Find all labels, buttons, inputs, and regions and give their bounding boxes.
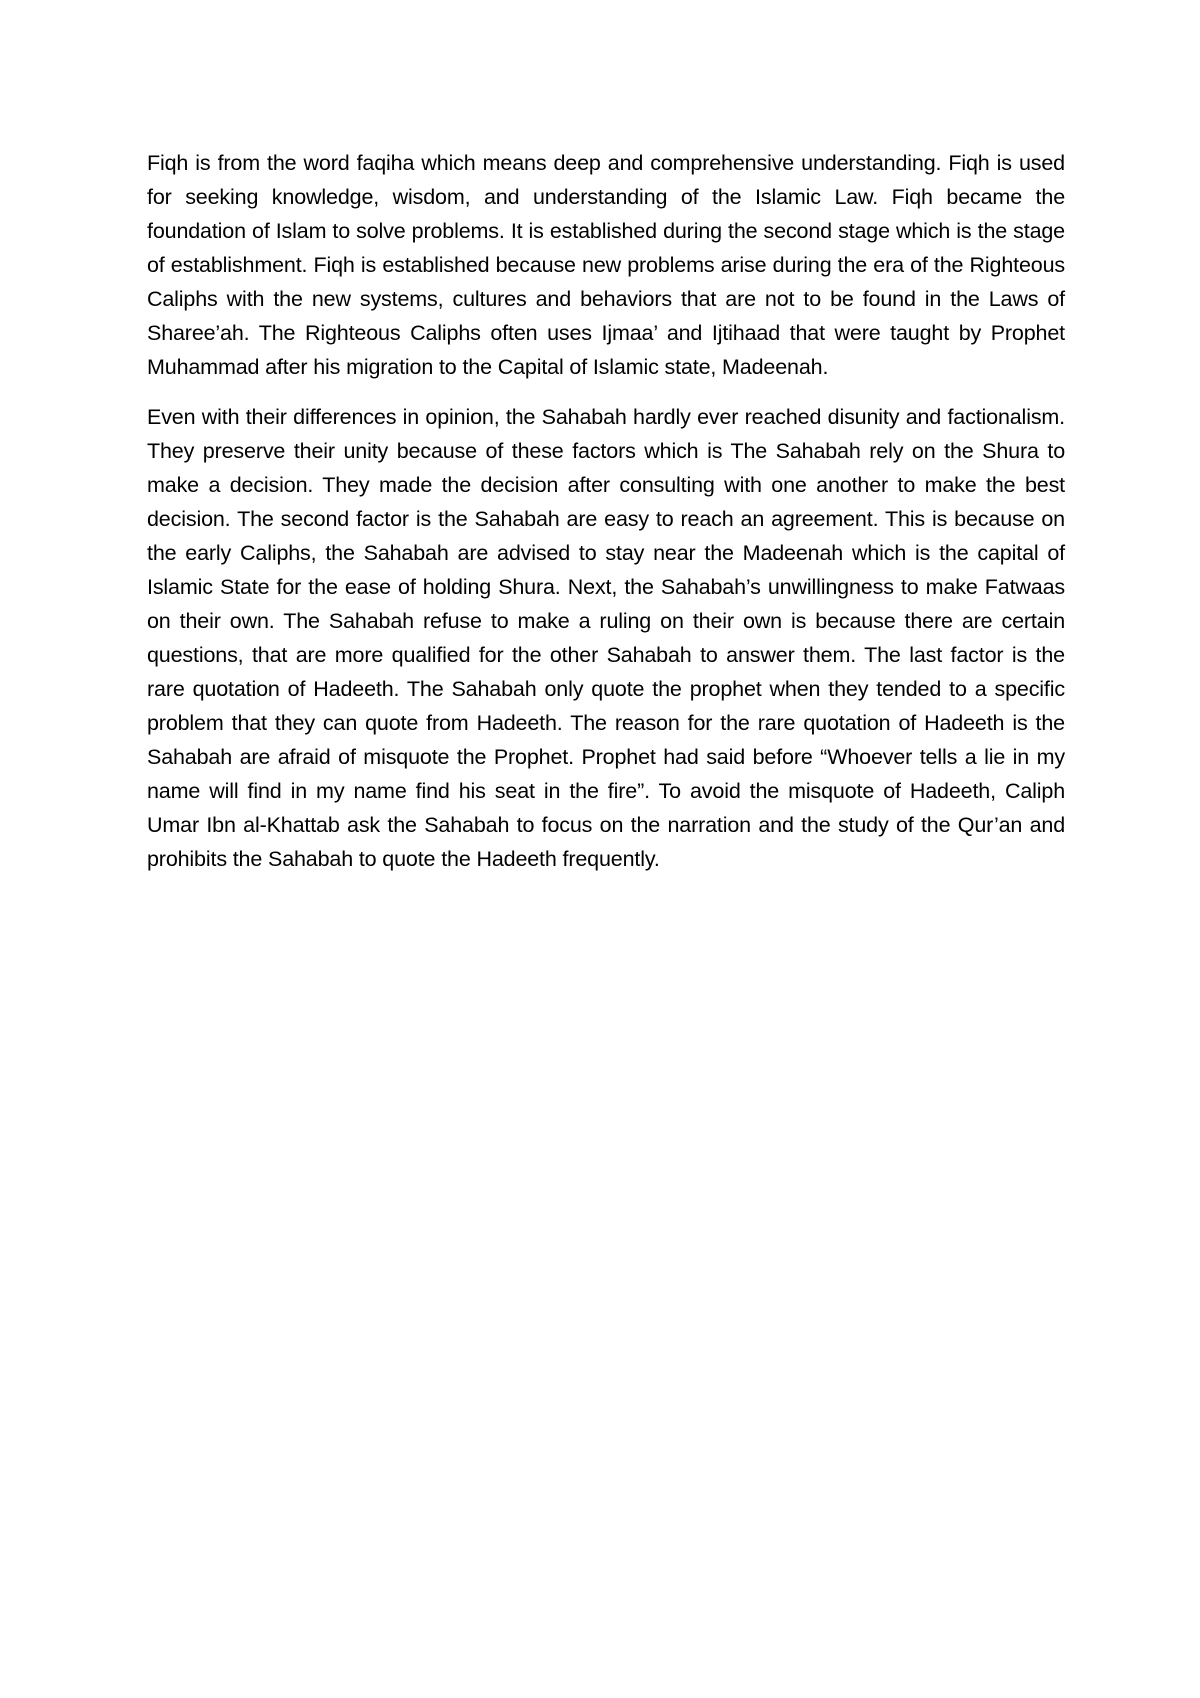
paragraph-sahabah-unity: Even with their differences in opinion, the Sahabah hardly ever reached disunity and factionalism. They preserve their unity because of these factors which is The Sahabah rely on the Shura to make a decision. They made the decision after consulting with one another to make the best decision. The second factor is the Sahabah are easy to reach an agreement. This is because on the early Caliphs, the Sahabah are advised to stay near the Madeenah which is the capital of Islamic State for the ease of holding Shura. Next, the Sahabah’s unwillingness to make Fatwaas on their own. The Sahabah refuse to make a ruling on their own is because there are certain questions, that are more qualified for the other Sahabah to answer them. The last factor is the rare quotation of Hadeeth. The Sahabah only quote the prophet when they tended to a specific problem that they can quote from Hadeeth. The reason for the rare quotation of Hadeeth is the Sahabah are afraid of misquote the Prophet. Prophet had said before “Whoever tells a lie in my name will find in my name find his seat in the fire”. To avoid the misquote of Hadeeth, Caliph Umar Ibn al-Khattab ask the Sahabah to focus on the narration and the study of the Qur’an and prohibits the Sahabah to quote the Hadeeth frequently.	[147, 405, 1065, 871]
paragraph-fiqh-definition: Fiqh is from the word faqiha which means deep and comprehensive understanding. Fiqh is used for seeking knowledge, wisdom, and understanding of the Islamic Law. Fiqh became the foundation of Islam to solve problems. It is established during the second stage which is the stage of establishment. Fiqh is established because new problems arise during the era of the Righteous Caliphs with the new systems, cultures and behaviors that are not to be found in the Laws of Sharee’ah. The Righteous Caliphs often uses Ijmaa’ and Ijtihaad that were taught by Prophet Muhammad after his migration to the Capital of Islamic state, Madeenah.	[147, 151, 1065, 379]
document-body	[147, 146, 1065, 876]
